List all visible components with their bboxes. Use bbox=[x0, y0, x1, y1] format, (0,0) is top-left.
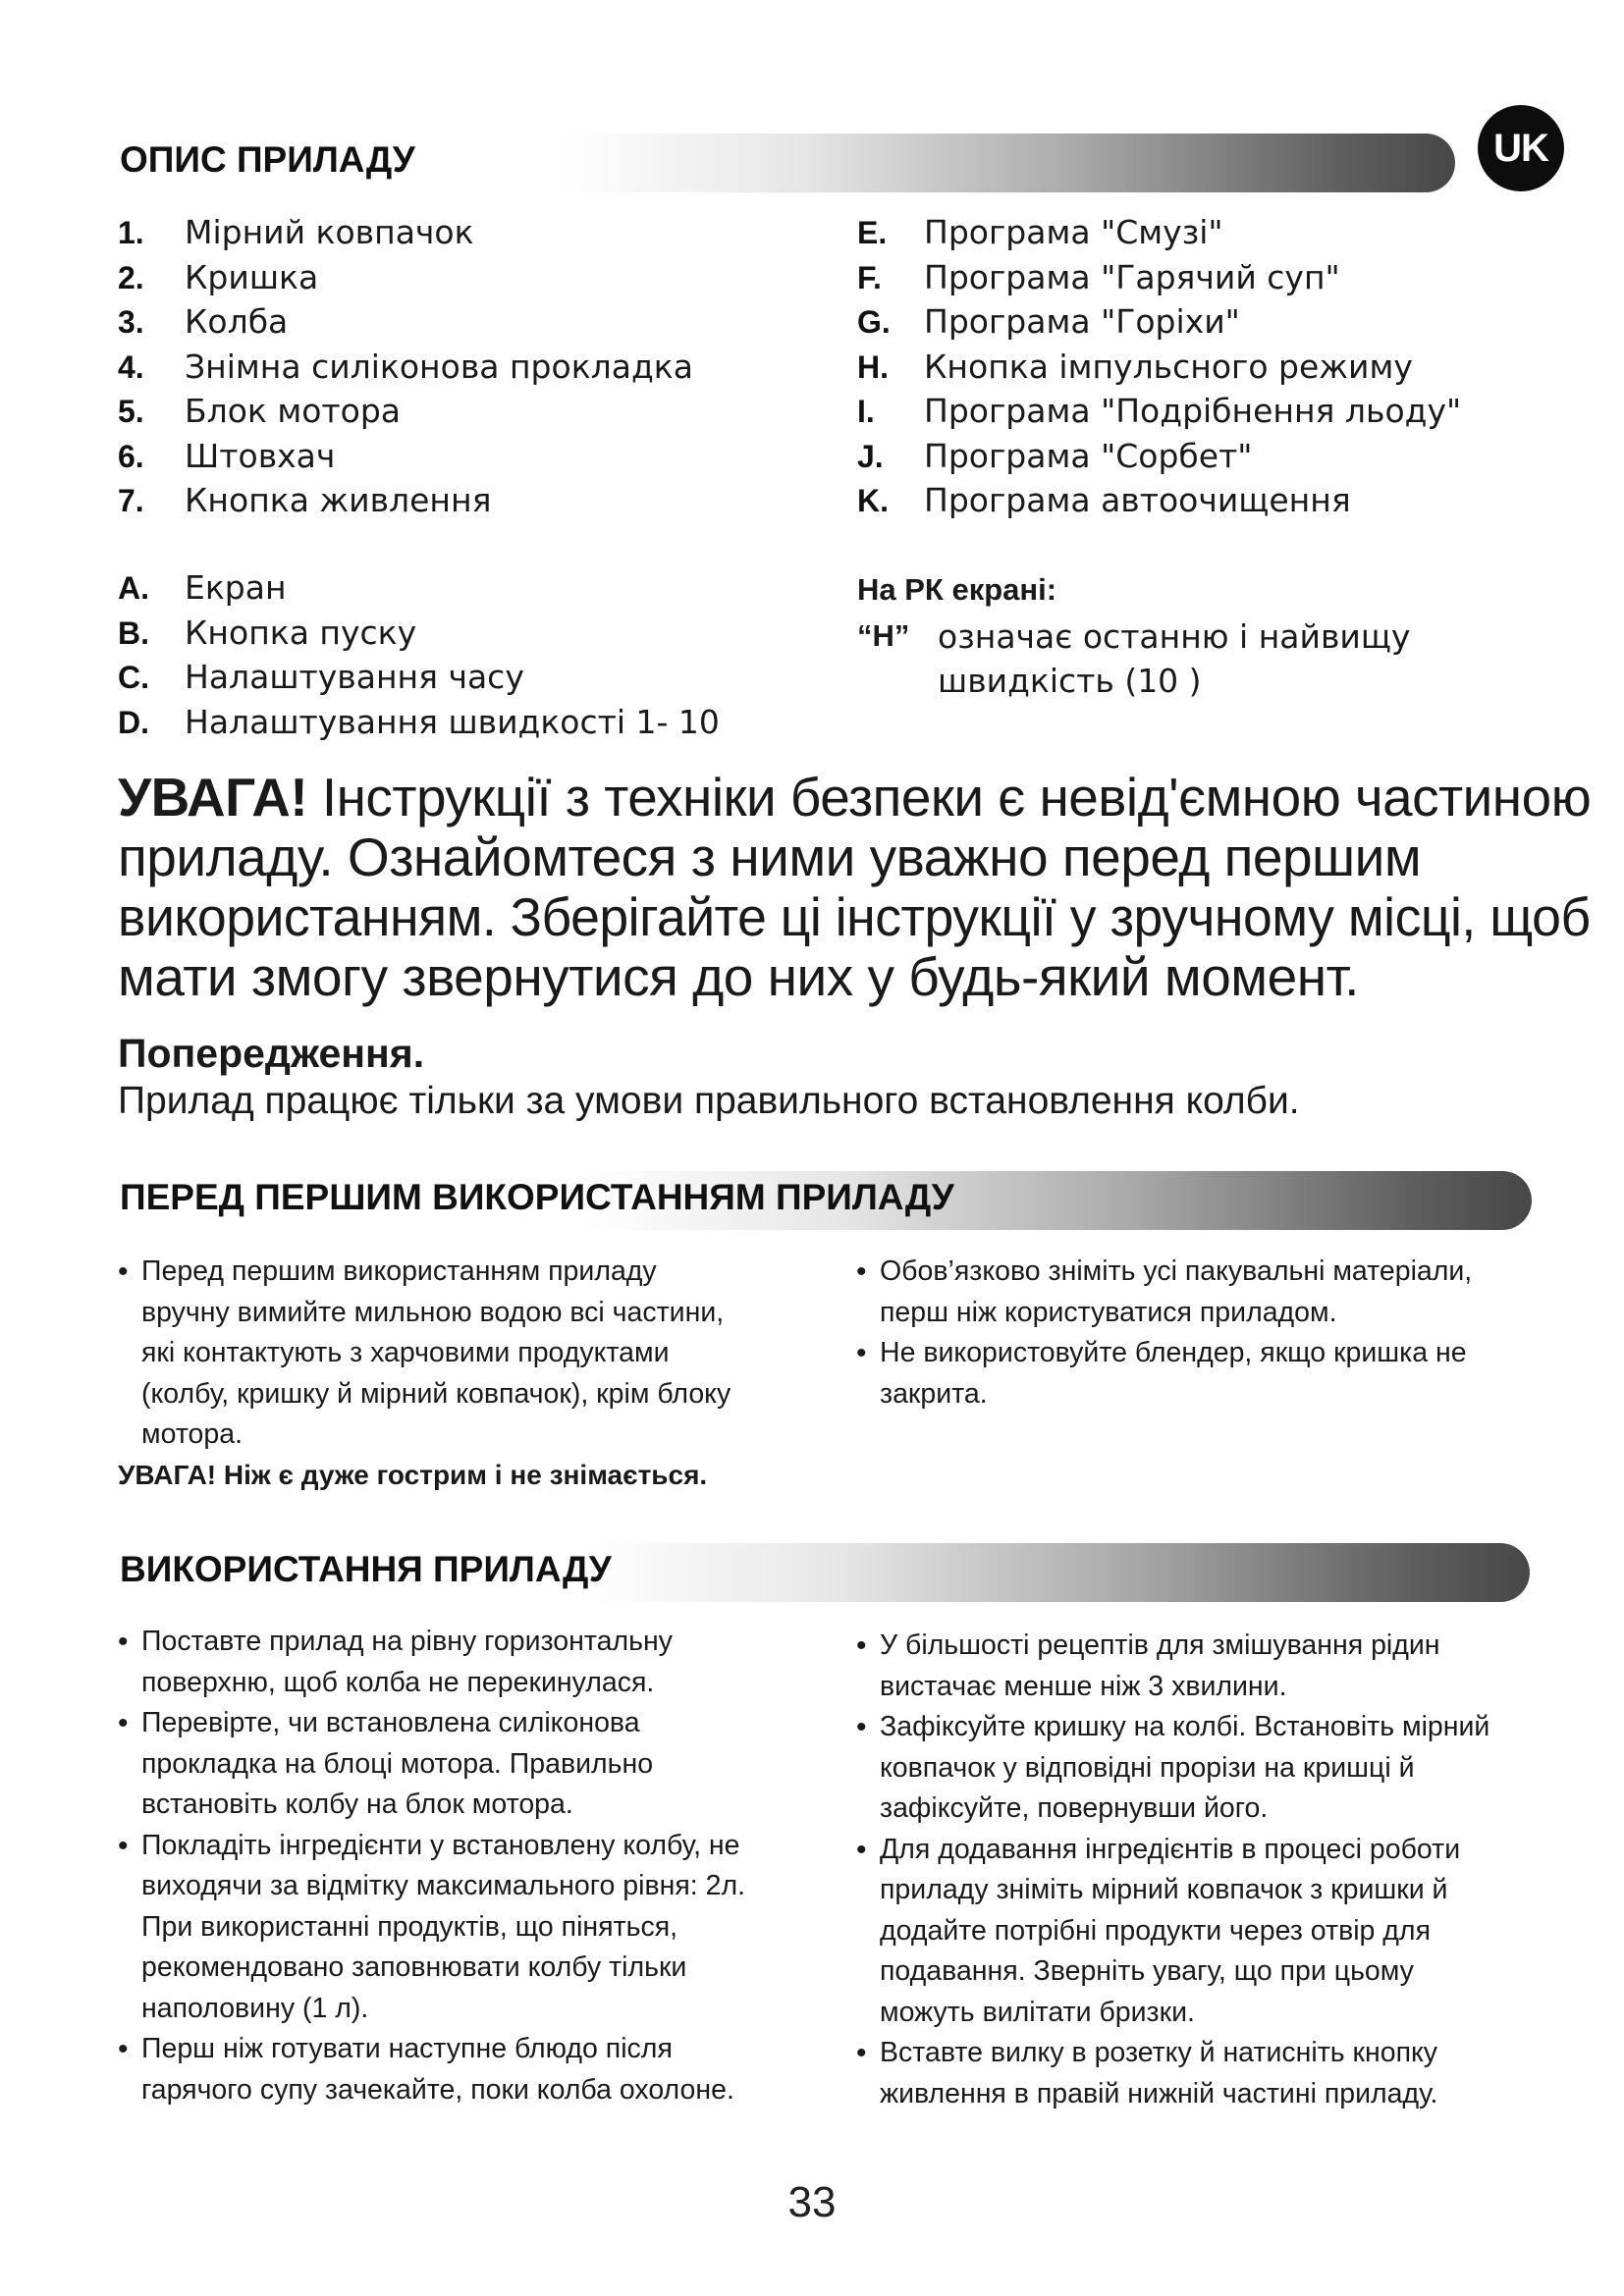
part-label: 1. bbox=[118, 215, 144, 250]
language-badge: UK bbox=[1478, 105, 1564, 191]
part-item bbox=[118, 568, 720, 614]
part-text: Кнопка живлення bbox=[185, 481, 492, 519]
before-use-left-list bbox=[118, 1252, 864, 1456]
parts-list-letters-right bbox=[857, 213, 1461, 526]
part-item bbox=[118, 437, 693, 482]
bullet-line: При використанні продуктів, що піняться, bbox=[141, 1910, 678, 1943]
safety-warning-line-2: приладу. Ознайомтеся з ними уважно перед першим bbox=[118, 827, 1422, 887]
part-label: 6. bbox=[118, 438, 144, 474]
part-text: Програма "Подрібнення льоду" bbox=[924, 392, 1462, 430]
bullet-item bbox=[118, 1826, 864, 2030]
lcd-title: На РК екрані: bbox=[857, 572, 1057, 607]
bullet-line: • Поставте прилад на рівну горизонтальну bbox=[141, 1626, 673, 1657]
part-text: Програма "Горіхи" bbox=[924, 302, 1240, 341]
part-item bbox=[118, 392, 693, 437]
part-item bbox=[857, 213, 1461, 258]
bullet-line: перш ніж користуватися приладом. bbox=[880, 1296, 1337, 1328]
part-label: D. bbox=[118, 704, 149, 740]
safety-warning-line-3: використанням. Зберігайте ці інструкції у зручному місці, щоб bbox=[118, 886, 1591, 947]
part-label: F. bbox=[857, 259, 882, 295]
part-text: Колба bbox=[185, 302, 289, 341]
bullet-item bbox=[856, 1830, 1591, 2034]
part-text: Програма "Сорбет" bbox=[924, 436, 1253, 475]
part-label: B. bbox=[118, 614, 149, 651]
bullet-line: наполовину (1 л). bbox=[141, 1992, 369, 2024]
bullet-line: • Не використовуйте блендер, якщо кришка не bbox=[880, 1337, 1467, 1368]
knife-warning: УВАГА! Ніж є дуже гострим і не знімається. bbox=[118, 1460, 708, 1490]
bullet-line: • Перед першим використанням приладу bbox=[141, 1255, 657, 1287]
safety-warning-line-1: УВАГА! Інструкції з техніки безпеки є невід'ємною частиною bbox=[118, 767, 1592, 828]
part-item bbox=[118, 347, 693, 393]
precaution-text: Прилад працює тільки за умови правильного встановлення колби. bbox=[118, 1080, 1300, 1122]
part-label: I. bbox=[857, 394, 875, 429]
lcd-key: “H” bbox=[857, 618, 910, 653]
section-title-before-first-use: ПЕРЕД ПЕРШИМ ВИКОРИСТАННЯМ ПРИЛАДУ bbox=[120, 1177, 954, 1217]
usage-right-list bbox=[856, 1626, 1591, 2114]
section-title-description: ОПИС ПРИЛАДУ bbox=[120, 139, 415, 180]
bullet-line: рекомендовано заповнювати колбу тільки bbox=[141, 1951, 687, 1983]
part-text: Екран bbox=[185, 568, 287, 607]
part-item bbox=[118, 302, 693, 347]
bullet-line: вистачає менше ніж 3 хвилини. bbox=[880, 1670, 1287, 1702]
part-item bbox=[857, 481, 1461, 526]
part-item bbox=[857, 392, 1461, 437]
bullet-line: • Зафіксуйте кришку на колбі. Встановіть мірний bbox=[880, 1711, 1490, 1742]
bullet-item bbox=[118, 2029, 864, 2110]
part-label: E. bbox=[857, 215, 888, 250]
bullet-line: • Перевірте, чи встановлена силіконова bbox=[141, 1707, 640, 1738]
bullet-line: поверхню, щоб колба не перекинулася. bbox=[141, 1666, 655, 1698]
part-item bbox=[857, 302, 1461, 347]
bullet-item bbox=[856, 1252, 1591, 1333]
part-text: Кришка bbox=[185, 257, 319, 296]
part-item bbox=[118, 614, 720, 659]
bullet-line: • Вставте вилку в розетку й натисніть кнопку bbox=[880, 2037, 1438, 2068]
parts-list-numbered bbox=[118, 213, 693, 526]
bullet-item bbox=[856, 2033, 1591, 2114]
bullet-line: • Для додавання інгредієнтів в процесі роботи bbox=[880, 1833, 1461, 1865]
bullet-line: гарячого супу зачекайте, поки колба охолоне. bbox=[141, 2073, 734, 2106]
part-item bbox=[118, 213, 693, 258]
bullet-item bbox=[118, 1703, 864, 1826]
part-label: J. bbox=[857, 438, 884, 474]
safety-warning-line-4: мати змогу звернутися до них у будь-який момент. bbox=[118, 946, 1359, 1007]
part-text: Блок мотора bbox=[185, 392, 402, 430]
bullet-line: живлення в правій нижній частині приладу. bbox=[880, 2077, 1438, 2109]
part-text: Знімна силіконова прокладка bbox=[185, 347, 693, 386]
bullet-line: подавання. Зверніть увагу, що при цьому bbox=[880, 1955, 1414, 1987]
bullet-line: додайте потрібні продукти через отвір для bbox=[880, 1914, 1431, 1947]
bullet-line: виходячи за відмітку максимального рівня: 2л. bbox=[141, 1870, 746, 1901]
bullet-item bbox=[856, 1333, 1591, 1415]
page-number: 33 bbox=[787, 2178, 837, 2226]
part-label: 4. bbox=[118, 348, 144, 385]
bullet-item bbox=[856, 1707, 1591, 1830]
part-text: Кнопка пуску bbox=[185, 613, 417, 652]
part-text: Налаштування часу bbox=[185, 658, 524, 696]
bullet-line: прокладка на блоці мотора. Правильно bbox=[141, 1747, 654, 1780]
bullet-line: закрита. bbox=[880, 1377, 988, 1410]
part-text: Налаштування швидкості 1- 10 bbox=[185, 702, 720, 741]
part-label: 2. bbox=[118, 259, 144, 295]
part-text: Програма "Смузі" bbox=[924, 213, 1223, 251]
parts-list-letters-left bbox=[118, 568, 720, 747]
bullet-line: можуть вилітати бризки. bbox=[880, 1996, 1195, 2028]
part-text: Програма автоочищення bbox=[924, 481, 1351, 519]
bullet-line: ковпачок у відповідні прорізи на кришці й bbox=[880, 1751, 1415, 1784]
part-label: G. bbox=[857, 304, 891, 340]
safety-warning bbox=[118, 768, 1591, 1007]
part-item bbox=[118, 703, 720, 748]
part-item bbox=[118, 481, 693, 526]
bullet-line: встановіть колбу на блок мотора. bbox=[141, 1789, 573, 1820]
part-label: C. bbox=[118, 660, 149, 695]
bullet-line: приладу зніміть мірний ковпачок з кришки й bbox=[880, 1874, 1448, 1905]
bullet-line: • Покладіть інгредієнти у встановлену колбу, не bbox=[141, 1829, 740, 1861]
before-use-right-list bbox=[856, 1252, 1591, 1415]
part-label: 7. bbox=[118, 483, 144, 518]
part-label: H. bbox=[857, 348, 889, 385]
bullet-line: мотора. bbox=[141, 1418, 244, 1450]
part-label: 3. bbox=[118, 304, 144, 340]
bullet-line: • Перш ніж готувати наступне блюдо після bbox=[141, 2033, 673, 2064]
bullet-line: зафіксуйте, повернувши його. bbox=[880, 1792, 1269, 1824]
bullet-line: які контактують з харчовими продуктами bbox=[141, 1337, 670, 1368]
bullet-line: • У більшості рецептів для змішування рідин bbox=[880, 1629, 1440, 1661]
part-text: Кнопка імпульсного режиму bbox=[924, 347, 1413, 386]
lcd-line-2: швидкість (10 ) bbox=[938, 662, 1202, 700]
bullet-line: • Обов’язково зніміть усі пакувальні матеріали, bbox=[880, 1255, 1473, 1287]
bullet-item bbox=[118, 1252, 864, 1456]
part-text: Програма "Гарячий суп" bbox=[924, 257, 1340, 296]
part-item bbox=[118, 258, 693, 303]
part-label: A. bbox=[118, 570, 149, 606]
part-item bbox=[857, 437, 1461, 482]
bullet-line: вручну вимийте мильною водою всі частини, bbox=[141, 1296, 725, 1328]
part-item bbox=[857, 347, 1461, 393]
part-text: Штовхач bbox=[185, 436, 336, 475]
bullet-line: (колбу, кришку й мірний ковпачок), крім блоку bbox=[141, 1377, 731, 1410]
bullet-item bbox=[856, 1626, 1591, 1707]
precaution-title: Попередження. bbox=[118, 1031, 425, 1076]
part-item bbox=[857, 258, 1461, 303]
part-text: Мірний ковпачок bbox=[185, 213, 474, 251]
part-label: K. bbox=[857, 483, 889, 518]
part-item bbox=[118, 658, 720, 703]
usage-left-list bbox=[118, 1622, 864, 2110]
lcd-line-1: означає останню і найвищу bbox=[938, 617, 1411, 656]
safety-warning-lead: УВАГА! bbox=[118, 767, 308, 828]
bullet-item bbox=[118, 1622, 864, 1703]
part-label: 5. bbox=[118, 394, 144, 429]
section-title-usage: ВИКОРИСТАННЯ ПРИЛАДУ bbox=[120, 1549, 612, 1589]
